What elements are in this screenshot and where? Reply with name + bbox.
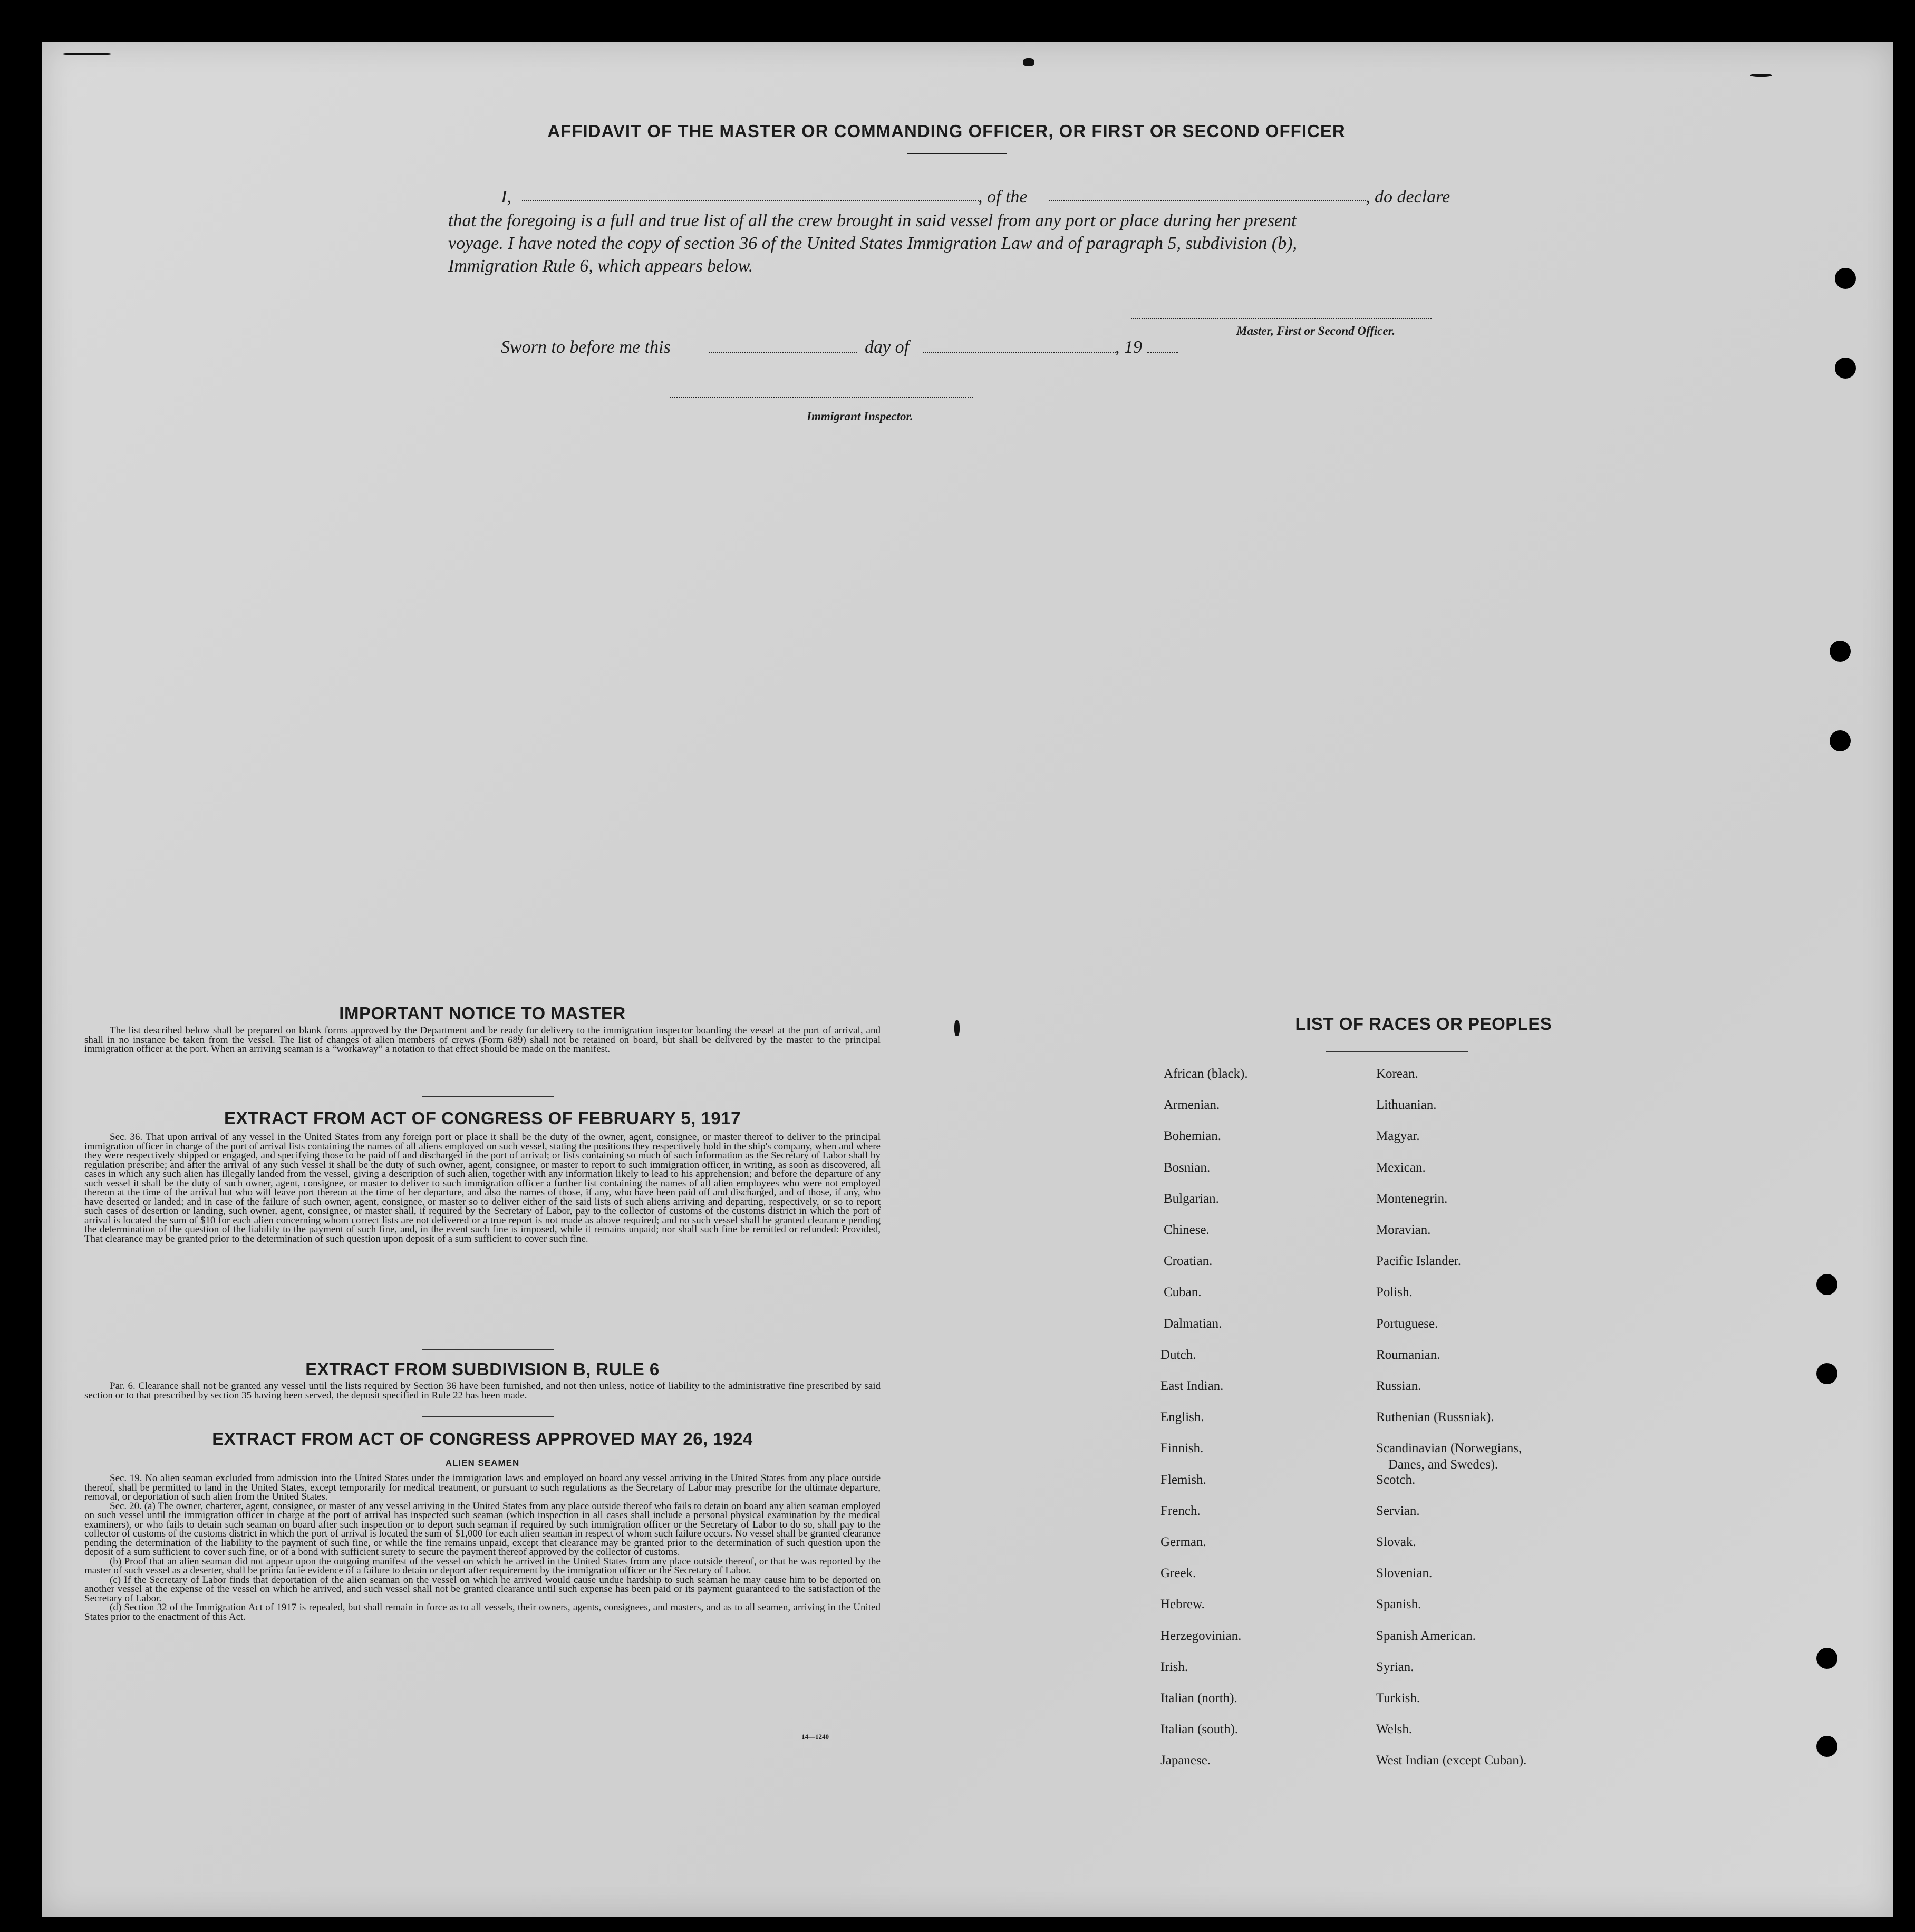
day-of-text: day of xyxy=(865,337,910,357)
document-page xyxy=(42,42,1893,1917)
race-item: Irish. xyxy=(1160,1660,1188,1674)
race-item: Moravian. xyxy=(1376,1223,1431,1237)
inspector-blank[interactable] xyxy=(670,397,973,398)
vessel-blank[interactable] xyxy=(1049,200,1366,201)
notice-body xyxy=(84,1026,881,1054)
race-item: Greek. xyxy=(1160,1566,1196,1580)
section-20c-paragraph: (c) If the Secretary of Labor finds that deportation of the alien seaman on the vessel on which he arrived would cause undue hardship to such seaman he may cause him to be deported on another vessel at the expense of the vessel on which he arrived, and such vessel shall not be granted clearance until such expense has been paid or its payment guaranteed to the satisfaction of the Secretary of Labor. xyxy=(84,1574,881,1604)
race-item-continuation: Danes, and Swedes). xyxy=(1388,1457,1498,1472)
race-item: Russian. xyxy=(1376,1379,1421,1393)
race-item: Japanese. xyxy=(1160,1753,1211,1767)
race-item: Welsh. xyxy=(1376,1722,1413,1736)
form-number: 14—1240 xyxy=(801,1733,829,1741)
race-item: Dalmatian. xyxy=(1164,1317,1222,1331)
extract-1917-title: EXTRACT FROM ACT OF CONGRESS OF FEBRUARY 5, 1917 xyxy=(224,1108,741,1128)
affidavit-line-3: voyage. I have noted the copy of section 36 of the United States Immigration Law and of paragraph 5, subdivision (b), xyxy=(448,234,1298,253)
divider xyxy=(422,1349,554,1350)
race-item: African (black). xyxy=(1164,1067,1248,1081)
divider xyxy=(422,1416,554,1417)
punch-hole xyxy=(1835,268,1856,289)
extract-1917-body xyxy=(84,1133,881,1243)
rule-6-body xyxy=(84,1382,881,1400)
race-item: Flemish. xyxy=(1160,1473,1206,1487)
race-item: Italian (south). xyxy=(1160,1722,1239,1736)
race-item: German. xyxy=(1160,1535,1206,1549)
ink-speck xyxy=(954,1020,960,1036)
race-item: Armenian. xyxy=(1164,1098,1220,1112)
race-item: Lithuanian. xyxy=(1376,1098,1437,1112)
year-text: , 19 xyxy=(1115,337,1142,357)
race-item: Servian. xyxy=(1376,1504,1420,1518)
punch-hole xyxy=(1816,1363,1837,1384)
ink-speck xyxy=(1023,58,1034,66)
punch-hole xyxy=(1816,1736,1837,1757)
sworn-text: Sworn to before me this xyxy=(501,337,671,357)
race-item: Mexican. xyxy=(1376,1161,1426,1175)
inspector-label: Immigrant Inspector. xyxy=(807,410,913,423)
sworn-day-blank[interactable] xyxy=(709,352,857,353)
race-item: Scandinavian (Norwegians, xyxy=(1376,1441,1522,1455)
extract-1917-paragraph: Sec. 36. That upon arrival of any vessel in the United States from any foreign port or place it shall be the duty of the owner, agent, consignee, or master thereof to deliver to the principal immigration officer in charge of the port of arrival lists containing the names of all aliens employed on such vessel, stating the positions they respectively hold in the ship's company, when and where they were respectively shipped or engaged, and specifying those to be paid off and discharged in the port of arrival; or lists containing so much of such information as the Secretary of Labor shall by regulation prescribe; and after the arrival of any such vessel it shall be the duty of such owner, agent, consignee, or master to report to such immigration officer, in writing, as soon as discovered, all cases in which any such alien has illegally landed from the vessel, giving a description of such alien, together with any information likely to lead to his apprehension; and before the departure of any such vessel it shall be the duty of such owner, agent, consignee, or master to deliver to such immigration officer a further list containing the names of all alien employees who were not employed thereon at the time of the arrival but who will leave port thereon at the time of her departure, and also the names of those, if any, who have been paid off and discharged, and of those, if any, who have deserted or landed; and in case of the failure of such owner, agent, consignee, or master so to deliver either of the said lists of such aliens arriving and departing, respectively, or so to report such cases of desertion or landing, such owner, agent, consignee, or master shall, if required by the Secretary of Labor, pay to the collector of customs of the customs district in which the port of arrival is located the sum of $10 for each alien concerning whom correct lists are not delivered or a true report is not made as above required; and no such vessel shall be granted clearance pending the determination of the question of the liability to the payment of such fine, and, in the event such fine is imposed, while it remains unpaid; nor shall such fine be remitted or refunded: Provided, That clearance may be granted prior to the determination of such question upon deposit of a sum sufficient to cover such fine. xyxy=(84,1132,881,1244)
race-item: Croatian. xyxy=(1164,1254,1213,1268)
alien-seamen-subtitle: ALIEN SEAMEN xyxy=(445,1458,520,1468)
extract-1924-body xyxy=(84,1474,881,1621)
race-item: Polish. xyxy=(1376,1285,1413,1299)
race-item: Spanish American. xyxy=(1376,1629,1476,1643)
punch-hole xyxy=(1816,1274,1837,1295)
ink-speck xyxy=(1750,74,1772,77)
race-item: English. xyxy=(1160,1410,1204,1424)
punch-hole xyxy=(1816,1648,1837,1669)
race-item: Turkish. xyxy=(1376,1691,1420,1705)
race-item: Bosnian. xyxy=(1164,1161,1211,1175)
race-item: Slovak. xyxy=(1376,1535,1416,1549)
race-item: Pacific Islander. xyxy=(1376,1254,1462,1268)
race-item: Roumanian. xyxy=(1376,1348,1440,1362)
name-blank[interactable] xyxy=(522,200,981,201)
rule-6-paragraph: Par. 6. Clearance shall not be granted any vessel until the lists required by Section 36 have been furnished, and not then unless, notice of liability to the administrative fine prescribed by said section or to that prescribed by section 35 having been served, the deposit specified in Rule 22 has been made. xyxy=(84,1380,881,1401)
signature-label: Master, First or Second Officer. xyxy=(1236,324,1396,337)
race-item: Slovenian. xyxy=(1376,1566,1433,1580)
affidavit-i: I, xyxy=(501,187,511,207)
affidavit-of-the: , of the xyxy=(978,187,1028,207)
race-item: Magyar. xyxy=(1376,1129,1420,1143)
notice-title: IMPORTANT NOTICE TO MASTER xyxy=(339,1003,626,1023)
race-item: Cuban. xyxy=(1164,1285,1202,1299)
race-item: French. xyxy=(1160,1504,1201,1518)
notice-paragraph: The list described below shall be prepared on blank forms approved by the Department and be ready for delivery to the immigration inspector boarding the vessel at the port of arrival, and shall in no instance be taken from the vessel. The list of changes of alien members of crews (Form 689) shall not be retained on board, but shall be delivered by the master to the principal immigration officer at the port. When an arriving seaman is a “workaway” a notation to that effect should be made on the manifest. xyxy=(84,1025,881,1055)
race-item: East Indian. xyxy=(1160,1379,1224,1393)
race-item: Scotch. xyxy=(1376,1473,1416,1487)
race-item: Korean. xyxy=(1376,1067,1418,1081)
race-item: Portuguese. xyxy=(1376,1317,1438,1331)
divider xyxy=(422,1096,554,1097)
extract-1924-title: EXTRACT FROM ACT OF CONGRESS APPROVED MAY 26, 1924 xyxy=(212,1429,753,1448)
race-item: Montenegrin. xyxy=(1376,1192,1448,1206)
ink-speck xyxy=(63,53,111,55)
affidavit-line-2: that the foregoing is a full and true list of all the crew brought in said vessel from any port or place during her present xyxy=(448,211,1297,230)
section-20d-paragraph: (d) Section 32 of the Immigration Act of 1917 is repealed, but shall remain in force as to all vessels, their owners, agents, consignees, and masters, and as to all seamen, arriving in the United States prior to the enactment of this Act. xyxy=(84,1602,881,1622)
race-item: West Indian (except Cuban). xyxy=(1376,1753,1527,1767)
races-title: LIST OF RACES OR PEOPLES xyxy=(1295,1014,1552,1033)
race-item: Italian (north). xyxy=(1160,1691,1237,1705)
section-20a-paragraph: Sec. 20. (a) The owner, charterer, agent, consignee, or master of any vessel arriving in the United States from any place outside thereof who fails to detain on board any alien seaman employed on such vessel until the immigration officer in charge at the port of arrival has inspected such seaman (which inspection in all cases shall include a personal physical examination by the medical examiners), or who fails to detain such seaman on board after such inspection or to deport such seaman if required by such immigration officer or the Secretary of Labor to do so, shall pay to the collector of customs of the customs district in which the port of arrival is located the sum of $1,000 for each alien seaman in respect of whom such failure occurs. No vessel shall be granted clearance pending the determination of the liability to the payment of such fine, or while the fine remains unpaid, except that clearance may be granted prior to the determination of such question upon the deposit of a sum sufficient to cover such fine, or of a bond with sufficient surety to secure the payment thereof approved by the collector of customs. xyxy=(84,1500,881,1558)
divider xyxy=(1326,1051,1468,1052)
punch-hole xyxy=(1830,641,1851,662)
affidavit-title: AFFIDAVIT OF THE MASTER OR COMMANDING OFFICER, OR FIRST OR SECOND OFFICER xyxy=(547,121,1346,141)
affidavit-line-4: Immigration Rule 6, which appears below. xyxy=(448,256,753,276)
section-19-paragraph: Sec. 19. No alien seaman excluded from admission into the United States under the immigration laws and employed on board any vessel arriving in the United States from any place outside thereof, shall be permitted to land in the United States, except temporarily for medical treatment, or pursuant to such regulations as the Secretary of Labor may prescribe for the ultimate departure, removal, or deportation of such alien from the United States. xyxy=(84,1473,881,1502)
race-item: Hebrew. xyxy=(1160,1597,1205,1611)
race-item: Syrian. xyxy=(1376,1660,1414,1674)
rule-6-title: EXTRACT FROM SUBDIVISION B, RULE 6 xyxy=(305,1359,660,1379)
section-20b-paragraph: (b) Proof that an alien seaman did not appear upon the outgoing manifest of the vessel on which he arrived in the United States from any place outside thereof, or that he was reported by the master of such vessel as a deserter, shall be prima facie evidence of a failure to detain or deport after requirement by the immigration officer or the Secretary of Labor. xyxy=(84,1556,881,1576)
race-item: Spanish. xyxy=(1376,1597,1421,1611)
title-underline xyxy=(907,153,1007,154)
month-blank[interactable] xyxy=(923,352,1118,353)
affidavit-declare: , do declare xyxy=(1366,187,1450,207)
punch-hole xyxy=(1835,358,1856,379)
punch-hole xyxy=(1830,730,1851,751)
year-blank[interactable] xyxy=(1147,352,1178,353)
race-item: Bulgarian. xyxy=(1164,1192,1219,1206)
race-item: Ruthenian (Russniak). xyxy=(1376,1410,1494,1424)
race-item: Bohemian. xyxy=(1164,1129,1222,1143)
race-item: Dutch. xyxy=(1160,1348,1196,1362)
race-item: Finnish. xyxy=(1160,1441,1204,1455)
race-item: Chinese. xyxy=(1164,1223,1210,1237)
race-item: Herzegovinian. xyxy=(1160,1629,1242,1643)
signature-blank[interactable] xyxy=(1131,318,1432,319)
